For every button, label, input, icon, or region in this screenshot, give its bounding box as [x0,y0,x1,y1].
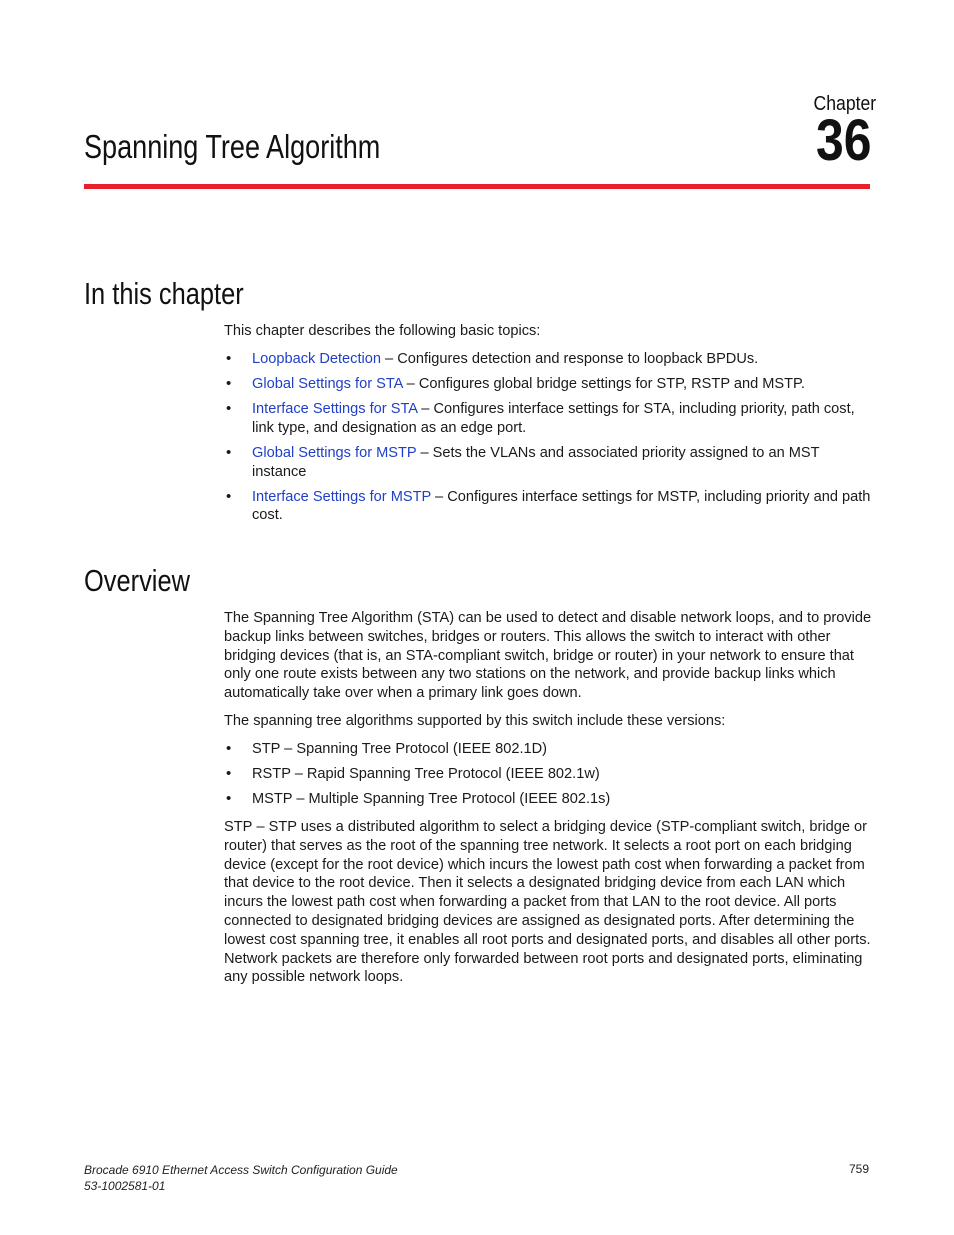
list-item [224,400,874,438]
overview-paragraph: The Spanning Tree Algorithm (STA) can be used to detect and disable network loops, and to provide backup links between switches, bridges or routers. This allows the switch to interact with other bridging devices (that is, an STA-compliant switch, bridge or router) in your network to ensure that only one route exists between any two stations on the network, and provide backup links which automatically take over when a primary link goes down. [224,610,872,702]
list-item [224,444,874,482]
stp-description: – STP uses a distributed algorithm to select a bridging device (STP-compliant switch, bridge or router) that serves as the root of the spanning tree network. It selects a root port on each bridging device (except for the root device) which incurs the lowest path cost when forwarding a packet from that device to the root device. Then it selects a designated bridging device from each LAN which incurs the lowest path cost when forwarding a packet from that LAN to the root device. All ports connected to designated bridging devices are assigned as designated ports. After determining the lowest cost spanning tree, it enables all root ports and designated ports, and disables all other ports. Network packets are therefore only forwarded between root ports and designated ports, eliminating any possible network loops. [224,819,871,986]
version-item: STP – Spanning Tree Protocol (IEEE 802.1D) [252,741,548,757]
bullet-icon: • [226,764,232,782]
topic-link-interface-settings-sta[interactable]: Interface Settings for STA [252,400,418,417]
in-this-chapter-heading: In this chapter [84,276,244,311]
page-footer [84,1162,398,1194]
intro-text: This chapter describes the following basic topics: [224,323,541,339]
topic-link-interface-settings-mstp[interactable]: Interface Settings for MSTP [252,488,431,505]
topic-description: – Configures interface settings for STA, including priority, path cost, link type, and designation as an edge port. [252,400,855,436]
chapter-divider [84,184,870,189]
bullet-icon: • [226,350,232,367]
list-item [224,790,874,809]
topic-link-global-settings-sta[interactable]: Global Settings for STA [252,375,403,392]
stp-paragraph [224,818,874,987]
versions-intro: The spanning tree algorithms supported by this switch include these versions: [224,713,726,729]
list-item [224,350,874,369]
version-list [224,740,874,815]
chapter-number: 36 [816,108,872,173]
page-number: 759 [848,1162,869,1176]
bullet-icon: • [226,399,232,417]
version-item: RSTP – Rapid Spanning Tree Protocol (IEEE 802.1w) [252,765,600,782]
list-item [224,740,874,759]
list-item [224,375,874,394]
list-item [224,488,874,526]
guide-title: Brocade 6910 Ethernet Access Switch Configuration Guide [84,1163,398,1177]
topic-link-global-settings-mstp[interactable]: Global Settings for MSTP [252,444,417,461]
chapter-title: Spanning Tree Algorithm [84,128,381,165]
topic-description: – Configures global bridge settings for STP, RSTP and MSTP. [402,375,805,392]
bullet-icon: • [226,740,232,757]
document-number: 53-1002581-01 [84,1179,166,1193]
topic-description: – Configures detection and response to loopback BPDUs. [381,351,759,367]
bullet-icon: • [226,443,232,461]
topic-description: – Sets the VLANs and associated priority assigned to an MST instance [252,444,820,480]
list-item [224,765,874,784]
stp-run-in-label: STP [224,819,253,835]
overview-heading: Overview [84,563,190,598]
chapter-label: Chapter [813,93,876,115]
bullet-icon: • [226,374,232,392]
bullet-icon: • [226,487,232,505]
topic-description: – Configures interface settings for MSTP, including priority and path cost. [252,488,871,524]
bullet-icon: • [226,789,232,807]
topic-list [224,350,874,531]
version-item: MSTP – Multiple Spanning Tree Protocol (IEEE 802.1s) [252,790,611,807]
topic-link-loopback-detection[interactable]: Loopback Detection [252,351,381,367]
